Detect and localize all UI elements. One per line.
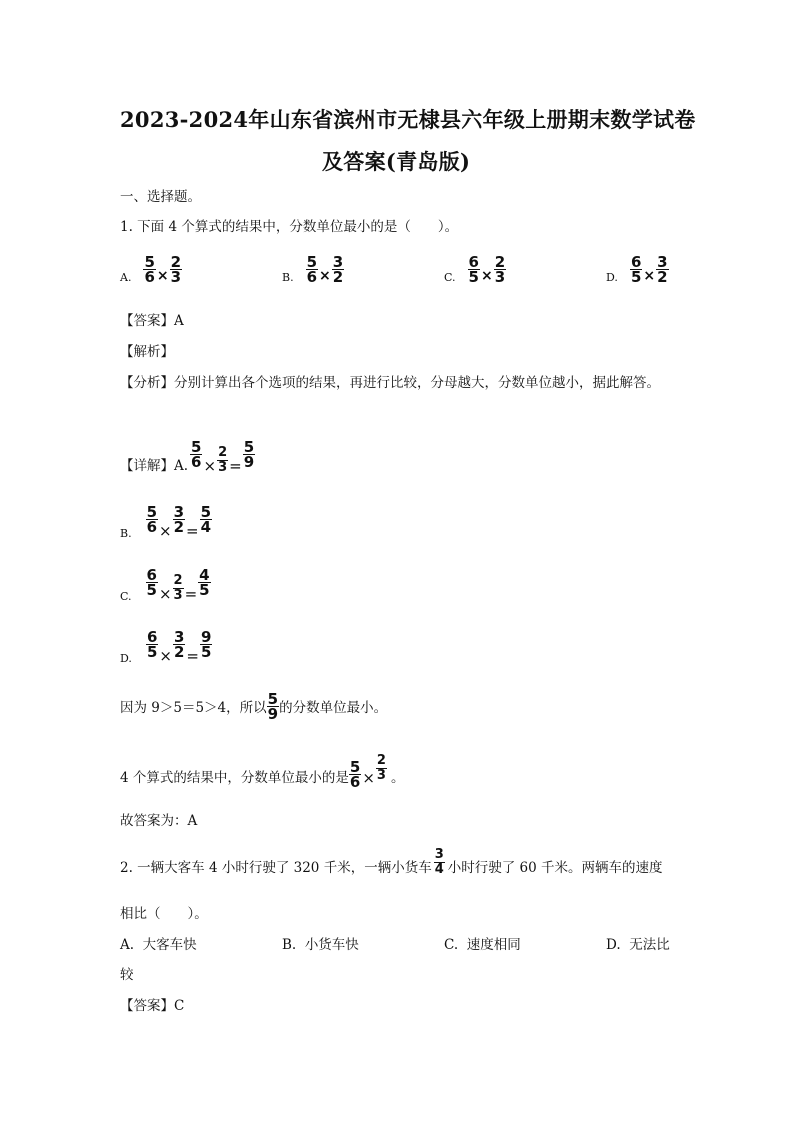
- q1-because-line: 因为 9＞5＝5＞4，所以 $\frac{5}{9}$ 的分数单位最小。: [120, 690, 388, 723]
- fraction: $\frac{5}{6}$: [191, 438, 202, 471]
- fraction: $\frac{5}{9}$: [267, 690, 279, 723]
- fraction: $\frac{3}{2}$: [173, 628, 185, 661]
- fraction: $\frac{2}{3}$: [170, 253, 182, 286]
- q2-answer: 【答案】C: [120, 998, 185, 1014]
- document-title-line1: 2023-2024年山东省滨州市无棣县六年级上册期末数学试卷: [120, 107, 696, 132]
- q2-option-a: A. 大客车快: [120, 937, 197, 953]
- fraction: $\frac{5}{6}$: [146, 503, 158, 536]
- fraction: $\frac{3}{4}$: [434, 847, 444, 877]
- fraction: $\frac{3}{2}$: [173, 503, 185, 536]
- fraction: $\frac{5}{4}$: [200, 503, 212, 536]
- q1-detail-a: 【详解】A. $\frac{5}{6}$ × $\frac{2}{3}$ = $\frac{5}{9}$: [120, 438, 255, 475]
- question-2-stem-line2: 相比（ ）。: [120, 906, 208, 922]
- fraction: $\frac{2}{3}$: [494, 253, 506, 286]
- q1-option-c: C. $\frac{6}{5}$ × $\frac{2}{3}$: [444, 253, 506, 286]
- fraction: $\frac{4}{5}$: [199, 566, 210, 599]
- q1-result-line: 4 个算式的结果中，分数单位最小的是 $\frac{5}{6}$ × $\frac{2}{3}$ 。: [120, 753, 405, 791]
- q1-analysis-heading: 【解析】: [120, 344, 174, 360]
- q1-option-d: D. $\frac{6}{5}$ × $\frac{3}{2}$: [606, 253, 668, 286]
- fraction: $\frac{6}{5}$: [146, 566, 157, 599]
- fraction: $\frac{5}{6}$: [144, 253, 155, 286]
- fraction: $\frac{2}{3}$: [173, 573, 183, 603]
- q1-answer: 【答案】A: [120, 313, 184, 329]
- q1-analysis-text: 【分析】分别计算出各个选项的结果，再进行比较，分母越大，分数单位越小，据此解答。: [120, 375, 660, 391]
- fraction: $\frac{5}{6}$: [306, 253, 318, 286]
- fraction: $\frac{3}{2}$: [332, 253, 344, 286]
- q2-option-b: B. 小货车快: [282, 937, 359, 953]
- fraction: $\frac{5}{6}$: [349, 758, 361, 791]
- section-heading: 一、选择题。: [120, 189, 201, 205]
- fraction: $\frac{2}{3}$: [218, 445, 228, 475]
- fraction: $\frac{9}{5}$: [200, 628, 212, 661]
- q2-option-d: D. 无法比: [606, 937, 670, 953]
- fraction: $\frac{6}{5}$: [146, 628, 158, 661]
- question-2-stem: 2. 一辆大客车 4 小时行驶了 320 千米，一辆小货车 $\frac{3}{4}$ 小时行驶了 60 千米。两辆车的速度: [120, 847, 663, 877]
- q2-option-c: C. 速度相同: [444, 937, 521, 953]
- q1-option-b: B. $\frac{5}{6}$ × $\frac{3}{2}$: [282, 253, 344, 286]
- document-title-line2: 及答案(青岛版): [322, 149, 471, 174]
- q1-final-answer: 故答案为：A: [120, 813, 198, 829]
- fraction: $\frac{6}{5}$: [630, 253, 642, 286]
- fraction: $\frac{5}{9}$: [243, 438, 255, 471]
- q1-detail-d: D. $\frac{6}{5}$ × $\frac{3}{2}$ = $\frac{9}{5}$: [120, 628, 212, 665]
- q1-detail-b: B. $\frac{5}{6}$ × $\frac{3}{2}$ = $\frac{5}{4}$: [120, 503, 212, 540]
- q2-option-d-wrap: 较: [120, 967, 134, 983]
- q1-detail-c: C. $\frac{6}{5}$ × $\frac{2}{3}$ = $\frac{4}{5}$: [120, 566, 210, 603]
- fraction: $\frac{3}{2}$: [657, 253, 668, 286]
- q1-option-a: A. $\frac{5}{6}$ × $\frac{2}{3}$: [120, 253, 182, 286]
- fraction: $\frac{6}{5}$: [468, 253, 479, 286]
- fraction: $\frac{2}{3}$: [376, 753, 386, 783]
- question-1-stem: 1. 下面 4 个算式的结果中，分数单位最小的是（ ）。: [120, 219, 459, 235]
